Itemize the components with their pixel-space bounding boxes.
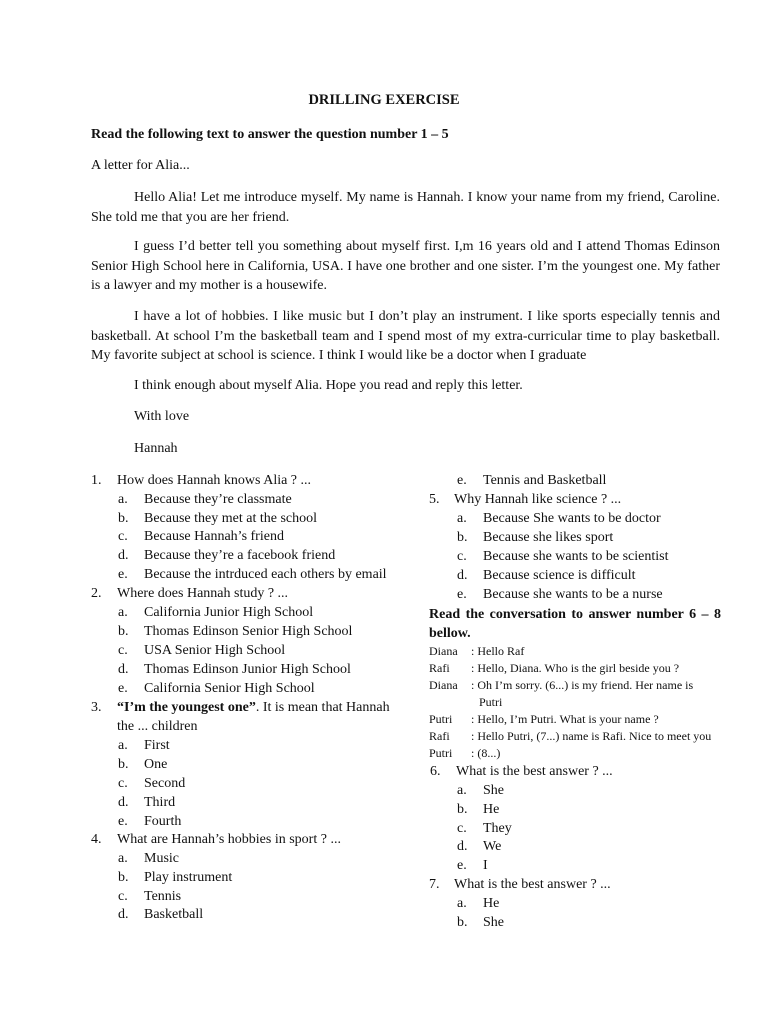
option-letter: a. — [118, 605, 128, 620]
option-text: Because She wants to be doctor — [483, 511, 661, 526]
option-text: Fourth — [144, 814, 182, 829]
option-text: One — [144, 757, 168, 772]
question-text: What is the best answer ? ... — [454, 877, 611, 892]
question-number: 6. — [430, 764, 441, 779]
option-text: Play instrument — [144, 870, 233, 885]
option-letter: d. — [118, 548, 129, 563]
option-letter: e. — [118, 567, 128, 582]
letter-paragraph-1: Hello Alia! Let me introduce myself. My name is Hannah. I know your name from my friend, Caroline. She told me that you are her friend. — [91, 190, 720, 225]
conversation-heading: Read the conversation to answer number 6 – 8 bellow. — [429, 607, 721, 641]
question-number: 1. — [91, 473, 102, 488]
option-letter: a. — [457, 511, 467, 526]
option-letter: e. — [118, 814, 128, 829]
option-text: Because the intrduced each others by email — [144, 567, 387, 582]
question-number: 3. — [91, 700, 102, 715]
letter-paragraph-3: I have a lot of hobbies. I like music but I don’t play an instrument. I like sports especially tennis and basketball. At school I’m the basketball team and I spend most of my extra-curricular time to play basketball. My favorite subject at school is science. I think I would like be a doctor when I graduate — [91, 309, 720, 363]
letter-paragraph-4: I think enough about myself Alia. Hope you read and reply this letter. — [134, 378, 523, 393]
option-text: Because science is difficult — [483, 568, 636, 583]
speaker: Putri — [429, 746, 453, 760]
option-text: USA Senior High School — [144, 643, 286, 658]
option-text: Tennis — [144, 889, 182, 904]
option-letter: d. — [457, 568, 468, 583]
option-letter: c. — [457, 821, 467, 836]
option-letter: a. — [118, 492, 128, 507]
option-text: She — [483, 783, 504, 798]
letter-paragraph-2: I guess I’d better tell you something about myself first. I,m 16 years old and I attend Thomas Edinson Senior High School here in California, USA. I have one brother and one sister. I’m the youngest one. My father is a lawyer and my mother is a housewife. — [91, 239, 720, 293]
dialogue-text: : Hello Putri, (7...) name is Rafi. Nice to meet you — [471, 729, 712, 743]
speaker: Rafi — [429, 661, 450, 675]
option-text: Because Hannah’s friend — [144, 529, 284, 544]
option-text: She — [483, 915, 504, 930]
option-letter: b. — [118, 870, 129, 885]
question-text-continued: the ... children — [117, 719, 198, 734]
letter-intro: A letter for Alia... — [91, 158, 190, 173]
option-text: Because they’re classmate — [144, 492, 292, 507]
reading-instruction: Read the following text to answer the question number 1 – 5 — [91, 127, 449, 142]
option-letter: e. — [457, 858, 467, 873]
option-letter: a. — [457, 896, 467, 911]
page-title: DRILLING EXERCISE — [308, 92, 460, 108]
dialogue-text: : Hello, I’m Putri. What is your name ? — [471, 712, 659, 726]
question-number: 4. — [91, 832, 102, 847]
speaker: Rafi — [429, 729, 450, 743]
letter-signature: Hannah — [134, 441, 178, 456]
option-letter: a. — [118, 851, 128, 866]
question-text: How does Hannah knows Alia ? ... — [117, 473, 312, 488]
dialogue-text: : Hello Raf — [471, 644, 525, 658]
option-text: They — [483, 821, 512, 836]
option-text: California Junior High School — [144, 605, 314, 620]
option-letter: d. — [118, 795, 129, 810]
option-text: Because she wants to be a nurse — [483, 587, 663, 602]
option-letter: a. — [457, 783, 467, 798]
option-text: Basketball — [144, 907, 204, 922]
option-letter: c. — [118, 889, 128, 904]
option-letter: b. — [118, 624, 129, 639]
option-letter: d. — [118, 907, 129, 922]
question-text: What is the best answer ? ... — [456, 764, 613, 779]
dialogue-text: : Oh I’m sorry. (6...) is my friend. Her name is — [471, 678, 694, 692]
question-quote: “I’m the youngest one” — [117, 700, 256, 715]
question-number: 2. — [91, 586, 102, 601]
speaker: Diana — [429, 644, 458, 658]
option-text: Third — [144, 795, 176, 810]
question-number: 7. — [429, 877, 440, 892]
option-letter: c. — [118, 643, 128, 658]
option-letter: e. — [457, 473, 467, 488]
speaker: Putri — [429, 712, 453, 726]
option-text: I — [483, 858, 488, 873]
option-text: Tennis and Basketball — [483, 473, 607, 488]
question-text: What are Hannah’s hobbies in sport ? ... — [117, 832, 341, 847]
option-text: He — [483, 802, 500, 817]
option-letter: b. — [118, 511, 129, 526]
option-letter: b. — [457, 915, 468, 930]
option-text: We — [483, 839, 502, 854]
option-text: Because they met at the school — [144, 511, 317, 526]
option-text: Because she wants to be scientist — [483, 549, 669, 564]
option-text: Thomas Edinson Junior High School — [144, 662, 351, 677]
question-text: Where does Hannah study ? ... — [117, 586, 289, 601]
question-text: Why Hannah like science ? ... — [454, 492, 622, 507]
option-text: Because she likes sport — [483, 530, 614, 545]
option-letter: c. — [118, 529, 128, 544]
option-letter: b. — [457, 530, 468, 545]
dialogue-text-continued: Putri — [479, 695, 503, 709]
dialogue-text: : (8...) — [471, 746, 501, 760]
option-letter: c. — [457, 549, 467, 564]
option-letter: e. — [457, 587, 467, 602]
option-letter: b. — [118, 757, 129, 772]
option-text: Second — [144, 776, 186, 791]
question-text-rest: . It is mean that Hannah — [255, 700, 390, 715]
option-text: California Senior High School — [144, 681, 315, 696]
option-letter: c. — [118, 776, 128, 791]
letter-closing: With love — [134, 409, 190, 424]
option-text: He — [483, 896, 500, 911]
option-letter: d. — [457, 839, 468, 854]
option-text: Because they’re a facebook friend — [144, 548, 336, 563]
question-number: 5. — [429, 492, 440, 507]
option-letter: a. — [118, 738, 128, 753]
option-letter: e. — [118, 681, 128, 696]
option-letter: b. — [457, 802, 468, 817]
option-letter: d. — [118, 662, 129, 677]
option-text: Thomas Edinson Senior High School — [144, 624, 353, 639]
dialogue-text: : Hello, Diana. Who is the girl beside you ? — [471, 661, 680, 675]
question-text — [117, 700, 390, 716]
speaker: Diana — [429, 678, 458, 692]
option-text: Music — [144, 851, 179, 866]
option-text: First — [144, 738, 170, 753]
